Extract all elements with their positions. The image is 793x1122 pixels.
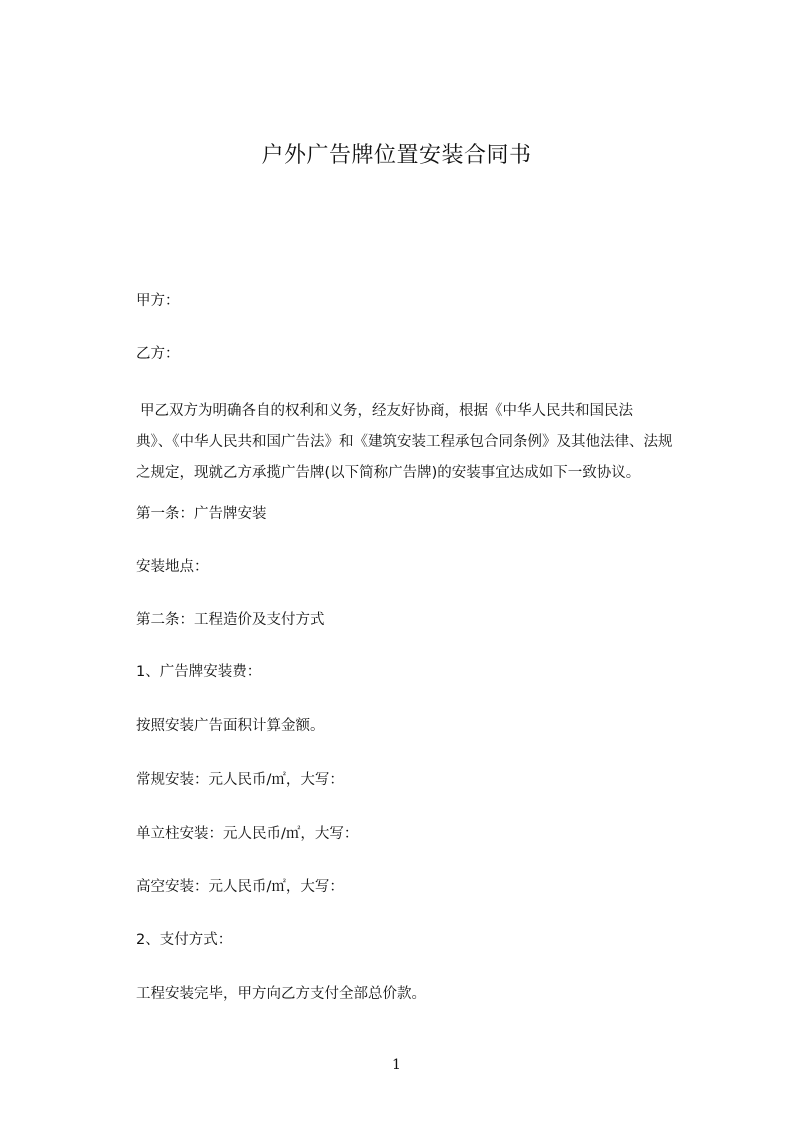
document-title: 户外广告牌位置安装合同书	[261, 143, 532, 168]
article-1-heading: 第一条：广告牌安装	[136, 506, 267, 522]
intro-line-2: 典》、《中华人民共和国广告法》和《建筑安装工程承包合同条例》及其他法律、法规	[136, 434, 673, 450]
item-2-heading: 2、支付方式：	[136, 932, 233, 948]
intro-line-1: 甲乙双方为明确各自的权利和义务，经友好协商，根据《中华人民共和国民法	[140, 403, 633, 419]
payment-terms: 工程安装完毕，甲方向乙方支付全部总价款。	[136, 986, 426, 1002]
intro-paragraph	[136, 396, 673, 489]
regular-install-price: 常规安装：元人民币/㎡，大写：	[136, 772, 344, 788]
single-pillar-install-price: 单立柱安装：元人民币/㎡，大写：	[136, 826, 359, 842]
install-location: 安装地点：	[136, 559, 209, 575]
party-b-label: 乙方：	[136, 346, 180, 362]
item-1-heading: 1、广告牌安装费：	[136, 664, 262, 680]
intro-line-3: 之规定，现就乙方承揽广告牌(以下简称广告牌)的安装事宜达成如下一致协议。	[136, 465, 641, 481]
party-a-label: 甲方：	[136, 293, 180, 309]
item-1-basis: 按照安装广告面积计算金额。	[136, 718, 325, 734]
high-altitude-install-price: 高空安装：元人民币/㎡，大写：	[136, 879, 344, 895]
page-number: 1	[392, 1057, 401, 1073]
article-2-heading: 第二条：工程造价及支付方式	[136, 612, 325, 628]
